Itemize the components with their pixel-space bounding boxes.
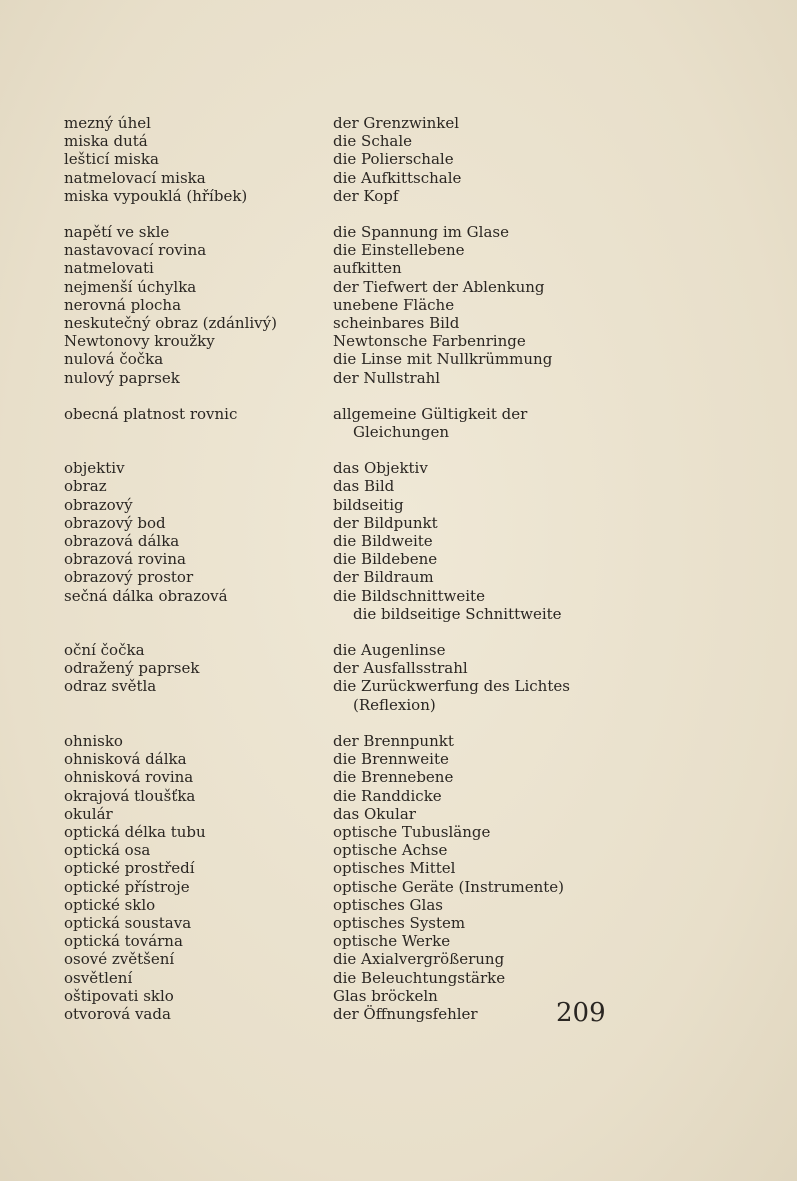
german-term: die Linse mit Nullkrümmung — [333, 350, 553, 369]
dictionary-entry — [64, 332, 714, 350]
czech-term: optická továrna — [64, 932, 183, 951]
czech-term: optická délka tubu — [64, 822, 206, 841]
dictionary-entry — [64, 169, 714, 187]
czech-term: optická soustava — [64, 913, 192, 932]
dictionary-entry — [64, 696, 714, 714]
german-term: optische Werke — [333, 932, 451, 951]
dictionary-entry — [64, 278, 714, 296]
entry-group — [64, 114, 714, 205]
dictionary-entry — [64, 259, 714, 277]
czech-term: obraz — [64, 477, 107, 496]
german-term: die Aufkittschale — [333, 168, 462, 187]
dictionary-entry — [64, 550, 714, 568]
czech-term: nerovná plocha — [64, 295, 182, 314]
entry-group — [64, 732, 714, 1023]
german-term: aufkitten — [333, 259, 402, 278]
czech-term: miska vypouklá (hříbek) — [64, 186, 248, 205]
czech-term: obrazová rovina — [64, 550, 186, 569]
czech-term: optické přístroje — [64, 877, 190, 896]
dictionary-entry — [64, 878, 714, 896]
entry-group — [64, 405, 714, 441]
dictionary-entry — [64, 987, 714, 1005]
czech-term: ohnisková dálka — [64, 750, 187, 769]
czech-term: optické sklo — [64, 895, 156, 914]
german-term: die Beleuchtungstärke — [333, 968, 506, 987]
dictionary-entry — [64, 805, 714, 823]
czech-term: odražený paprsek — [64, 659, 200, 678]
german-term: die Augenlinse — [333, 641, 446, 660]
czech-term: obrazový bod — [64, 513, 166, 532]
entry-group — [64, 459, 714, 623]
dictionary-entry — [64, 732, 714, 750]
german-term: bildseitig — [333, 495, 404, 514]
czech-term — [64, 423, 333, 441]
dictionary-entry — [64, 641, 714, 659]
czech-term: ohnisko — [64, 731, 123, 750]
german-term: optische Geräte (Instrumente) — [333, 877, 565, 896]
dictionary-entry — [64, 514, 714, 532]
german-term: der Ausfallsstrahl — [333, 659, 468, 678]
german-term: die bildseitige Schnittweite — [353, 604, 562, 623]
dictionary-entry — [64, 369, 714, 387]
czech-term: oštipovati sklo — [64, 986, 174, 1005]
dictionary-entry — [64, 296, 714, 314]
dictionary-entry — [64, 114, 714, 132]
german-term: das Bild — [333, 477, 395, 496]
czech-term: obrazový — [64, 495, 133, 514]
dictionary-entry — [64, 768, 714, 786]
german-term: optisches System — [333, 913, 466, 932]
dictionary-entry — [64, 459, 714, 477]
czech-term: obecná platnost rovnic — [64, 404, 238, 423]
czech-term: natmelovací miska — [64, 168, 206, 187]
german-term: der Bildraum — [333, 568, 434, 587]
german-term: optisches Glas — [333, 895, 443, 914]
czech-term: objektiv — [64, 459, 125, 478]
page-number: 209 — [556, 998, 606, 1028]
dictionary-entry — [64, 587, 714, 605]
czech-term: lešticí miska — [64, 150, 159, 169]
german-term: die Spannung im Glase — [333, 223, 509, 242]
dictionary-list — [64, 114, 714, 1041]
dictionary-entry — [64, 241, 714, 259]
dictionary-entry — [64, 841, 714, 859]
german-term: der Nullstrahl — [333, 368, 441, 387]
dictionary-entry — [64, 605, 714, 623]
dictionary-entry — [64, 896, 714, 914]
german-term: Gleichungen — [353, 423, 449, 442]
german-term: die Schale — [333, 132, 412, 151]
dictionary-entry — [64, 350, 714, 368]
czech-term: odraz světla — [64, 677, 157, 696]
german-term: die Randdicke — [333, 786, 442, 805]
german-term: (Reflexion) — [353, 695, 436, 714]
german-term: die Bildschnittweite — [333, 586, 485, 605]
dictionary-entry — [64, 823, 714, 841]
german-term: unebene Fläche — [333, 295, 455, 314]
czech-term: nulový paprsek — [64, 368, 180, 387]
dictionary-entry — [64, 532, 714, 550]
german-term: die Brennweite — [333, 750, 449, 769]
czech-term: natmelovati — [64, 259, 154, 278]
german-term: optische Achse — [333, 841, 448, 860]
dictionary-entry — [64, 405, 714, 423]
czech-term: otvorová vada — [64, 1004, 171, 1023]
czech-term: osvětlení — [64, 968, 133, 987]
dictionary-entry — [64, 477, 714, 495]
czech-term: oční čočka — [64, 641, 145, 660]
entry-group — [64, 641, 714, 714]
dictionary-entry — [64, 314, 714, 332]
czech-term — [64, 605, 333, 623]
german-term: das Objektiv — [333, 459, 428, 478]
czech-term: mezný úhel — [64, 114, 151, 132]
czech-term: miska dutá — [64, 132, 148, 151]
german-term: die Einstellebene — [333, 241, 465, 260]
czech-term: obrazový prostor — [64, 568, 194, 587]
german-term: Glas bröckeln — [333, 986, 438, 1005]
dictionary-entry — [64, 132, 714, 150]
dictionary-entry — [64, 969, 714, 987]
czech-term: neskutečný obraz (zdánlivý) — [64, 314, 277, 333]
german-term: der Grenzwinkel — [333, 114, 460, 132]
german-term: optisches Mittel — [333, 859, 456, 878]
german-term: die Polierschale — [333, 150, 454, 169]
dictionary-entry — [64, 1005, 714, 1023]
dictionary-entry — [64, 223, 714, 241]
german-term: der Tiefwert der Ablenkung — [333, 277, 545, 296]
czech-term: obrazová dálka — [64, 532, 180, 551]
czech-term: okulár — [64, 804, 113, 823]
german-term: die Zurückwerfung des Lichtes — [333, 677, 570, 696]
czech-term: nejmenší úchylka — [64, 277, 197, 296]
dictionary-entry — [64, 859, 714, 877]
german-term: die Brennebene — [333, 768, 454, 787]
dictionary-entry — [64, 423, 714, 441]
german-term: das Okular — [333, 804, 416, 823]
german-term: der Bildpunkt — [333, 513, 438, 532]
dictionary-entry — [64, 787, 714, 805]
czech-term: optické prostředí — [64, 859, 195, 878]
dictionary-entry — [64, 750, 714, 768]
german-term: scheinbares Bild — [333, 314, 460, 333]
dictionary-entry — [64, 914, 714, 932]
czech-term: nulová čočka — [64, 350, 164, 369]
dictionary-entry — [64, 187, 714, 205]
dictionary-entry — [64, 932, 714, 950]
german-term: Newtonsche Farbenringe — [333, 332, 526, 351]
czech-term: napětí ve skle — [64, 223, 170, 242]
czech-term: ohnisková rovina — [64, 768, 194, 787]
german-term: der Brennpunkt — [333, 731, 454, 750]
czech-term: sečná dálka obrazová — [64, 586, 228, 605]
czech-term: nastavovací rovina — [64, 241, 207, 260]
dictionary-entry — [64, 950, 714, 968]
german-term: die Bildebene — [333, 550, 438, 569]
dictionary-entry — [64, 150, 714, 168]
entry-group — [64, 223, 714, 387]
german-term: die Axialvergrößerung — [333, 950, 505, 969]
german-term: der Kopf — [333, 186, 399, 205]
dictionary-entry — [64, 677, 714, 695]
czech-term: optická osa — [64, 841, 151, 860]
german-term: allgemeine Gültigkeit der — [333, 404, 528, 423]
dictionary-entry — [64, 568, 714, 586]
german-term: optische Tubuslänge — [333, 822, 491, 841]
dictionary-entry — [64, 496, 714, 514]
czech-term: Newtonovy kroužky — [64, 332, 215, 351]
dictionary-entry — [64, 659, 714, 677]
czech-term: okrajová tloušťka — [64, 786, 196, 805]
german-term: der Öffnungsfehler — [333, 1004, 478, 1023]
german-term: die Bildweite — [333, 532, 433, 551]
czech-term — [64, 696, 333, 714]
czech-term: osové zvětšení — [64, 950, 175, 969]
